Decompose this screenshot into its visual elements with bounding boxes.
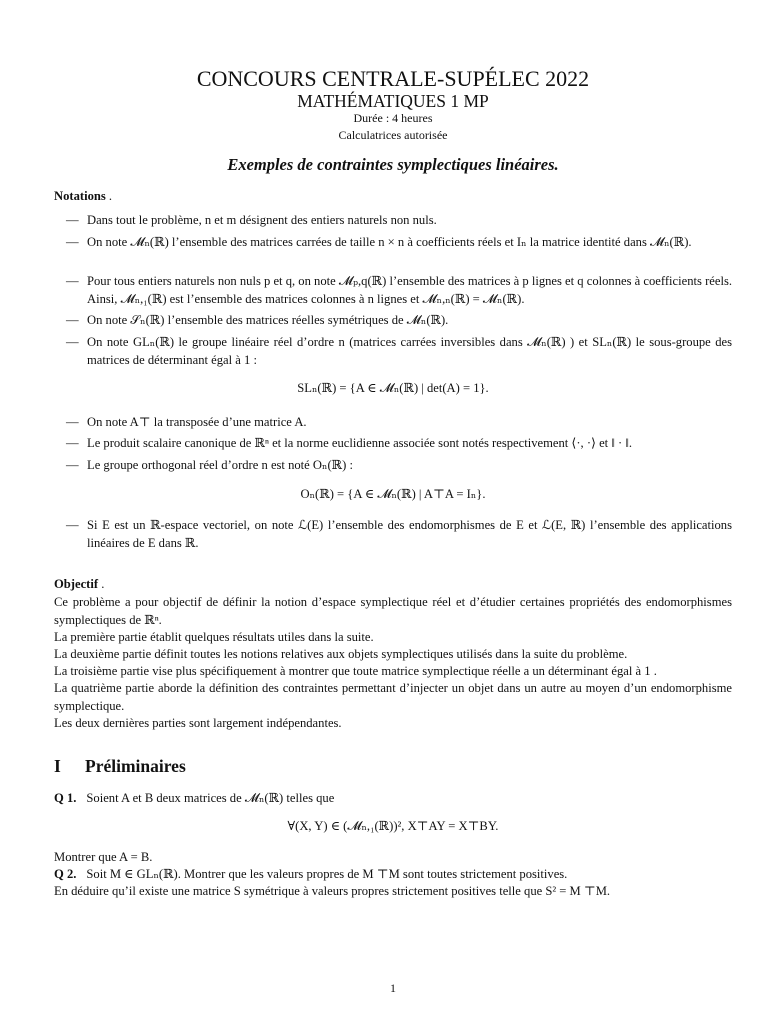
notations-dot: .	[105, 189, 113, 203]
equation-sl: SLₙ(ℝ) = {A ∈ 𝓜ₙ(ℝ) | det(A) = 1}.	[297, 381, 489, 395]
notation-text: Si E est un ℝ-espace vectoriel, on note ℒ(E) l’ensemble des endomorphismes de E et ℒ(E, ℝ) l’ensemble des applications linéaires de E dans ℝ.	[87, 518, 732, 550]
notation-text: Dans tout le problème, n et m désignent des entiers naturels non nuls.	[87, 213, 437, 227]
objectif-line: La deuxième partie définit toutes les notions relatives aux objets symplectiques utilisés dans la suite du problème.	[54, 647, 628, 661]
calculators-note: Calculatrices autorisée	[338, 128, 448, 142]
notation-text: On note A⊤ la transposée d’une matrice A.	[87, 415, 307, 429]
question-text: Soient A et B deux matrices de 𝓜ₙ(ℝ) telles que	[86, 791, 335, 805]
objectif-line: Les deux dernières parties sont largement indépendantes.	[54, 716, 342, 730]
notation-text: On note 𝒮ₙ(ℝ) l’ensemble des matrices réelles symétriques de 𝓜ₙ(ℝ).	[87, 313, 449, 327]
objectif-label	[54, 576, 104, 594]
objectif-heading: Objectif	[54, 577, 99, 591]
section-title	[54, 755, 186, 777]
notation-text: Le produit scalaire canonique de ℝⁿ et la norme euclidienne associée sont notés respectivement ⟨·, ·⟩ et ‖ · ‖.	[87, 436, 633, 450]
problem-title: Exemples de contraintes symplectiques linéaires.	[227, 155, 559, 174]
exam-subtitle: MATHÉMATIQUES 1 MP	[297, 91, 489, 111]
duration: Durée : 4 heures	[353, 111, 433, 125]
question-text: Soit M ∈ GLₙ(ℝ). Montrer que les valeurs propres de M ⊤M sont toutes strictement positives.	[86, 867, 568, 881]
objectif-line: Ce problème a pour objectif de définir la notion d’espace symplectique réel et d’étudier certaines propriétés des endomorphismes symplectiques de ℝⁿ.	[54, 595, 732, 627]
question-label: Q 1.	[54, 791, 77, 805]
notation-text: On note 𝓜ₙ(ℝ) l’ensemble des matrices carrées de taille n × n à coefficients réels et Iₙ la matrice identité dans 𝓜ₙ(ℝ).	[87, 235, 692, 249]
objectif-line: La quatrième partie aborde la définition des contraintes permettant d’injecter un objet dans un autre au moyen d’un endomorphisme symplectique.	[54, 681, 732, 713]
notations-heading: Notations	[54, 189, 106, 203]
notation-text: Pour tous entiers naturels non nuls p et q, on note 𝓜ₚ,q(ℝ) l’ensemble des matrices à p lignes et q colonnes à coefficients réels. Ainsi, 𝓜ₙ,₁(ℝ) est l’ensemble des matrices colonnes à n lignes et 𝓜ₙ,ₙ(ℝ) = 𝓜ₙ(ℝ).	[87, 274, 732, 306]
page-number: 1	[390, 981, 396, 995]
notation-text: Le groupe orthogonal réel d’ordre n est noté Oₙ(ℝ) :	[87, 458, 353, 472]
section-name: Préliminaires	[85, 756, 186, 776]
question-2	[54, 866, 732, 884]
question-label: Q 2.	[54, 867, 77, 881]
exam-title: CONCOURS CENTRALE-SUPÉLEC 2022	[196, 66, 590, 91]
document-page: CONCOURS CENTRALE-SUPÉLEC 2022 MATHÉMATIQUES 1 MP Durée : 4 heures Calculatrices autorisée Exemples de contraintes symplectiques linéaires. Notations . — Dans tout le problème, n et m désignent des entiers naturels non nuls. — On note 𝓜ₙ(ℝ) l’ensemble des matrices carrées de taille n × n à coefficients réels et Iₙ la matrice identité dans 𝓜ₙ(ℝ). — Pour tous entiers naturels non nuls p et q, on note 𝓜ₚ,q(ℝ) l’ensemble des matrices à p lignes et q colonnes à coefficients réels. Ainsi, 𝓜ₙ,₁(ℝ) est l’ensemble des matrices colonnes à n lignes et 𝓜ₙ,ₙ(ℝ) = 𝓜ₙ(ℝ). — On note 𝒮ₙ(ℝ) l’ensemble des matrices réelles symétriques de 𝓜ₙ(ℝ). — On note GLₙ(ℝ) le groupe linéaire réel d’ordre n (matrices carrées inversibles dans 𝓜ₙ(ℝ) ) et SLₙ(ℝ) le sous-groupe des matrices de déterminant égal à 1 : SLₙ(ℝ) = {A ∈ 𝓜ₙ(ℝ) | det(A) = 1}. — On note A⊤ la transposée d’une matrice A. — Le produit scalaire canonique de ℝⁿ et la norme euclidienne associée sont notés respectivement ⟨·, ·⟩ et ‖ · ‖. — Le groupe orthogonal réel d’ordre n est noté Oₙ(ℝ) : Oₙ(ℝ) = {A ∈ 𝓜ₙ(ℝ) | A⊤A = Iₙ}. — Si E est un ℝ-espace vectoriel, on note ℒ(E) l’ensemble des endomorphismes de E et ℒ(E, ℝ) l’ensemble des applications linéaires de E dans ℝ. Objectif . Ce problème a pour objectif de définir la notion d’espace symplectique réel et d’étudier certaines propriétés des endomorphismes symplectiques de ℝⁿ. La première partie établit quelques résultats utiles dans la suite. La deuxième partie définit toutes les notions relatives aux objets symplectiques utilisés dans la suite du problème. La troisième partie vise plus spécifiquement à montrer que toute matrice symplectique réelle a un déterminant égal à 1 . La quatrième partie aborde la définition des contraintes permettant d’injecter un objet dans un autre au moyen d’un endomorphisme symplectique. Les deux dernières parties sont largement indépendantes. I Préliminaires Q 1. Soient A et B deux matrices de 𝓜ₙ(ℝ) telles que ∀(X, Y) ∈ (𝓜ₙ,₁(ℝ))², X⊤AY = X⊤BY. Montrer que A = B. Q 2. Soit M ∈ GLₙ(ℝ). Montrer que les valeurs propres de M ⊤M sont toutes strictement positives. En déduire qu’il existe une matrice S symétrique à valeurs propres strictement positives telle que S² = M ⊤M. 1	[54, 0, 732, 1024]
objectif-line: La première partie établit quelques résultats utiles dans la suite.	[54, 630, 374, 644]
section-number: I	[54, 756, 61, 776]
equation-q1: ∀(X, Y) ∈ (𝓜ₙ,₁(ℝ))², X⊤AY = X⊤BY.	[287, 819, 499, 833]
q2-line2: En déduire qu’il existe une matrice S symétrique à valeurs propres strictement positives telle que S² = M ⊤M.	[54, 884, 611, 898]
equation-o: Oₙ(ℝ) = {A ∈ 𝓜ₙ(ℝ) | A⊤A = Iₙ}.	[300, 487, 486, 501]
question-1	[54, 790, 732, 808]
notations-label	[54, 188, 112, 206]
objectif-line: La troisième partie vise plus spécifiquement à montrer que toute matrice symplectique réelle a un déterminant égal à 1 .	[54, 664, 657, 678]
q1-conclusion: Montrer que A = B.	[54, 850, 153, 864]
notation-text: On note GLₙ(ℝ) le groupe linéaire réel d’ordre n (matrices carrées inversibles dans 𝓜ₙ(ℝ) ) et SLₙ(ℝ) le sous-groupe des matrices de déterminant égal à 1 :	[87, 335, 732, 367]
objectif-dot: .	[98, 577, 105, 591]
